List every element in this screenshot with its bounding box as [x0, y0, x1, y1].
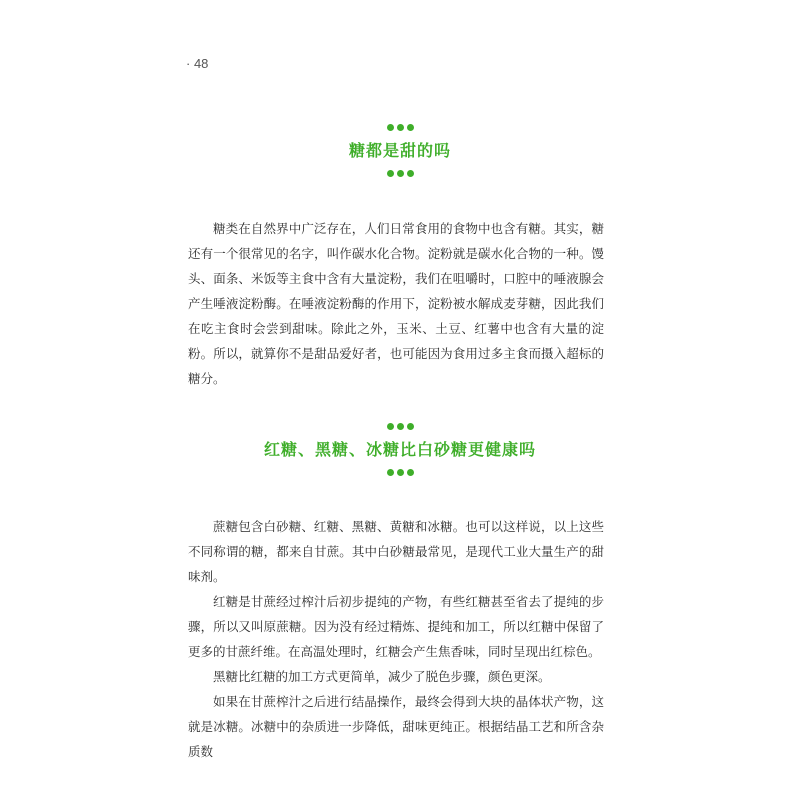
- dot-icon: [387, 469, 394, 476]
- paragraph: 红糖是甘蔗经过榨汁后初步提纯的产物，有些红糖甚至省去了提纯的步骤，所以又叫原蔗糖。因为没有经过精炼、提纯和加工，所以红糖中保留了更多的甘蔗纤维。在高温处理时，红糖会产生焦香味，同时呈现出红棕色。: [188, 594, 604, 659]
- dot-icon: [387, 170, 394, 177]
- dot-icon: [397, 170, 404, 177]
- section-2-body: [188, 514, 604, 764]
- section-2-header: [0, 421, 800, 477]
- section-1-header: [0, 122, 800, 178]
- dot-icon: [407, 124, 414, 131]
- paragraph: 黑糖比红糖的加工方式更简单，减少了脱色步骤，颜色更深。: [213, 669, 551, 684]
- dot-icon: [387, 423, 394, 430]
- dot-icon: [397, 469, 404, 476]
- dot-icon: [387, 124, 394, 131]
- dot-icon: [407, 469, 414, 476]
- dot-icon: [407, 170, 414, 177]
- paragraph: 如果在甘蔗榨汁之后进行结晶操作，最终会得到大块的晶体状产物，这就是冰糖。冰糖中的杂质进一步降低，甜味更纯正。根据结晶工艺和所含杂质数: [188, 694, 604, 759]
- page-number: · 48: [186, 56, 209, 71]
- paragraph: 糖类在自然界中广泛存在，人们日常食用的食物中也含有糖。其实，糖还有一个很常见的名字，叫作碳水化合物。淀粉就是碳水化合物的一种。馒头、面条、米饭等主食中含有大量淀粉，我们在咀嚼时，口腔中的唾液腺会产生唾液淀粉酶。在唾液淀粉酶的作用下，淀粉被水解成麦芽糖，因此我们在吃主食时会尝到甜味。除此之外，玉米、土豆、红薯中也含有大量的淀粉。所以，就算你不是甜品爱好者，也可能因为食用过多主食而摄入超标的糖分。: [188, 221, 604, 386]
- section-1-body: [188, 216, 604, 391]
- dot-icon: [397, 423, 404, 430]
- dots-ornament-top: [0, 421, 800, 431]
- dot-icon: [397, 124, 404, 131]
- dot-icon: [407, 423, 414, 430]
- dots-ornament-top: [0, 122, 800, 132]
- dots-ornament-bottom: [0, 168, 800, 178]
- section-heading: 糖都是甜的吗: [348, 141, 451, 160]
- paragraph: 蔗糖包含白砂糖、红糖、黑糖、黄糖和冰糖。也可以这样说，以上这些不同称谓的糖，都来自甘蔗。其中白砂糖最常见，是现代工业大量生产的甜味剂。: [188, 519, 604, 584]
- dots-ornament-bottom: [0, 467, 800, 477]
- section-heading: 红糖、黑糖、冰糖比白砂糖更健康吗: [263, 440, 536, 459]
